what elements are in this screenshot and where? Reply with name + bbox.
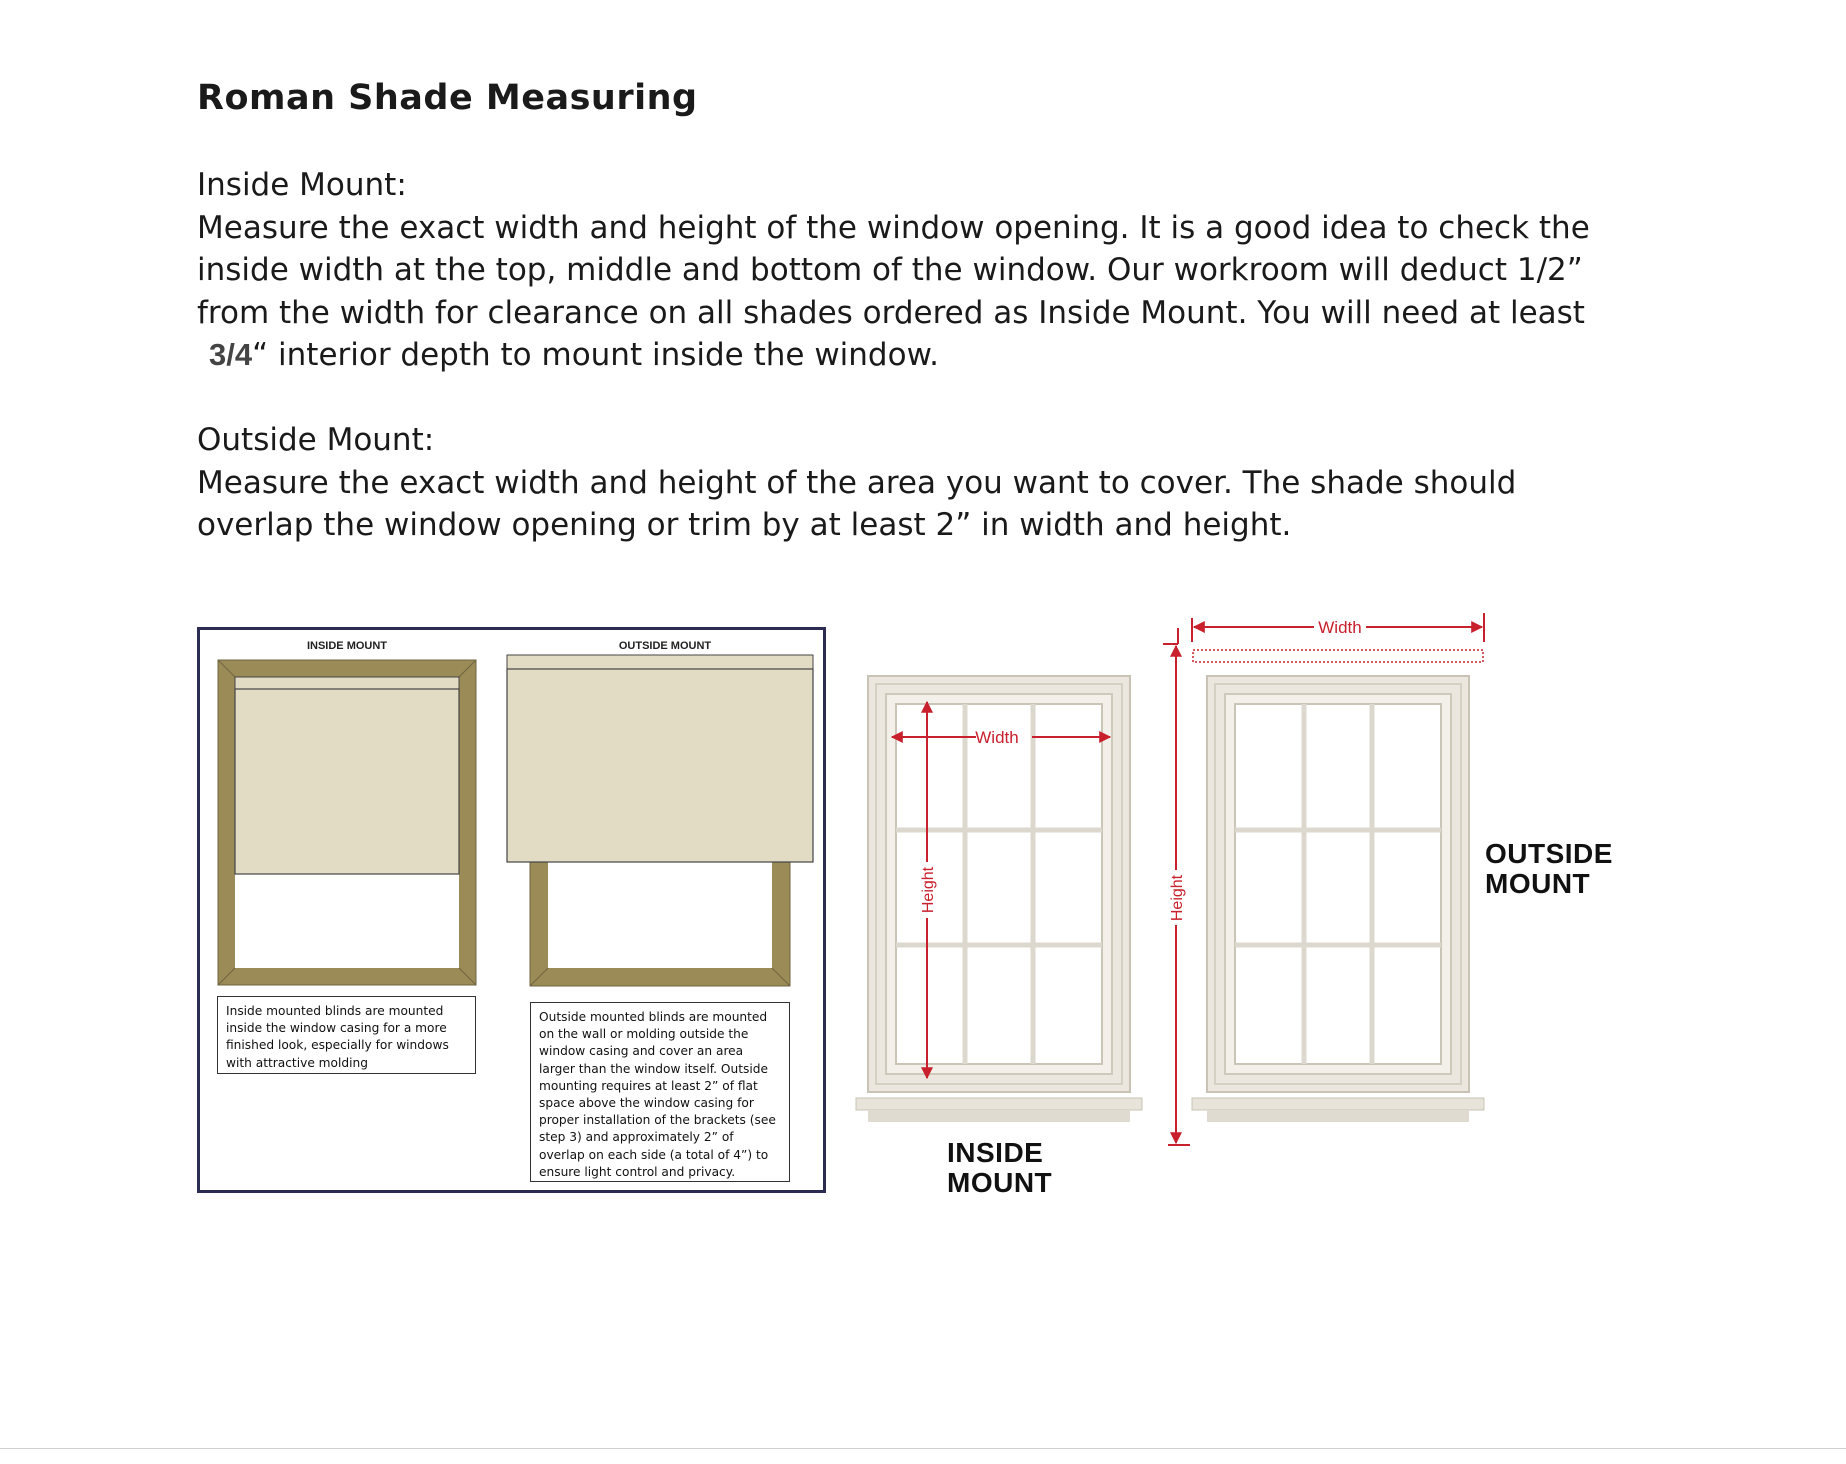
inside-depth-value: 3/4 [209, 337, 253, 372]
window-measure-illustration [840, 600, 1740, 1220]
inside-shade [235, 689, 459, 874]
outside-mount-label: OUTSIDE MOUNT [618, 640, 712, 652]
outside-shade [507, 669, 813, 862]
mount-comparison-panel [197, 627, 826, 1193]
outside-mount-window [507, 655, 813, 986]
inside-label-line-1: INSIDE [947, 1137, 1044, 1168]
page-bottom-divider [0, 1448, 1846, 1449]
inside-mount-body: Measure the exact width and height of the window opening. It is a good idea to check the inside width at the top, middle and bottom of the window. Our workroom will deduct 1/2” from the width for clearance on all shades ordered as Inside Mount. You will need at least [197, 209, 1590, 331]
outside-mount-section [197, 419, 1617, 547]
inside-mount-window [218, 660, 476, 985]
inside-mount-caption: Inside mounted blinds are mounted inside the window casing for a more finished look, especially for windows with attractive molding [217, 996, 476, 1074]
outside-mount-window-photo [1192, 676, 1484, 1122]
inside-depth-text: “ interior depth to mount inside the window. [252, 337, 939, 373]
outside-mount-caption-label [1485, 839, 1613, 899]
inside-mount-heading: Inside Mount: [197, 167, 407, 203]
outside-shade-valance [507, 655, 813, 669]
outside-mount-caption: Outside mounted blinds are mounted on the wall or molding outside the window casing and cover an area larger than the window itself. Outside mounting requires at least 2” of flat space above the window casing for proper installation of the brackets (see step 3) and approximately 2” of overlap on each side (a total of 4”) to ensure light control and privacy. [530, 1002, 790, 1182]
inside-mount-caption-label [947, 1137, 1053, 1198]
outside-mount-heading: Outside Mount: [197, 422, 435, 458]
inside-mount-label: INSIDE MOUNT [306, 640, 388, 652]
page-title: Roman Shade Measuring [197, 78, 698, 118]
inside-shade-valance [235, 677, 459, 689]
inside-height-label: Height [920, 866, 937, 914]
outside-shade-outline [1193, 650, 1483, 662]
inside-label-line-2: MOUNT [947, 1167, 1053, 1198]
inside-mount-section [197, 164, 1617, 377]
inside-width-label: Width [975, 728, 1019, 747]
outside-height-label: Height [1169, 874, 1186, 922]
outside-mount-text: Measure the exact width and height of the area you want to cover. The shade should overlap the window opening or trim by at least 2” in width and height. [197, 464, 1517, 543]
outside-label-line-1: OUTSIDE [1485, 838, 1613, 869]
outside-width-label: Width [1318, 618, 1362, 637]
inside-mount-text [197, 207, 1617, 377]
outside-label-line-2: MOUNT [1485, 868, 1591, 899]
